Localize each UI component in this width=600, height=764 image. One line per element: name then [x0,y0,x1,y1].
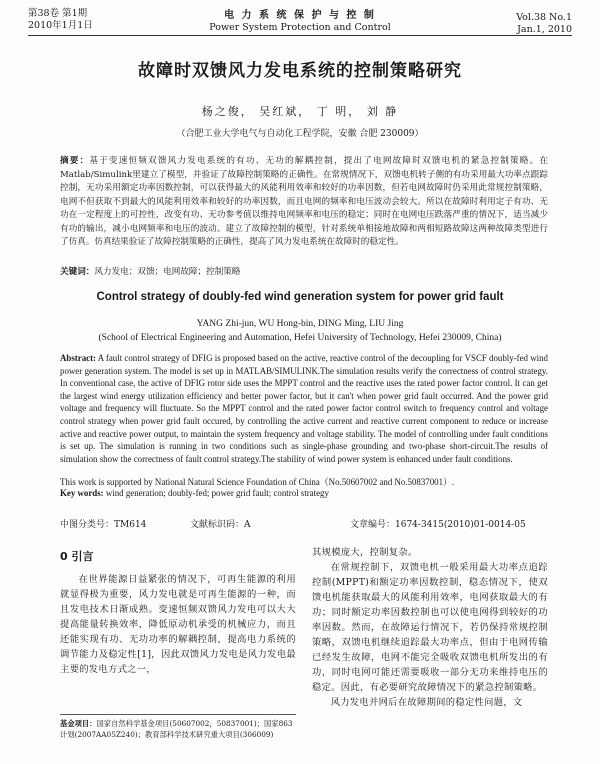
journal-name-cn: 电 力 系 统 保 护 与 控 制 [224,10,376,21]
authors-en: YANG Zhi-jun, WU Hong-bin, DING Ming, LIU Jing [196,319,404,329]
paper-title-en: Control strategy of doubly-fed wind generation system for power grid fault [96,291,504,303]
volume-cn: 第38卷 第1期 [28,8,88,19]
body-column-left [60,548,296,677]
section-heading-intro: 0 引言 [60,550,94,563]
abstract-cn-label: 摘要： [60,156,90,166]
classification-line [60,517,548,530]
affiliation-en: (School of Electrical Engineering and Automation, Hefei University of Technology, Hefei 230009, China) [98,333,502,343]
keywords-cn [60,265,548,277]
document-code: 文献标识码：A [190,520,251,530]
date-en: Jan.1, 2010 [517,24,572,35]
keywords-en-text: wind generation; doubly-fed; power grid fault; control strategy [105,488,329,498]
keywords-en-label: Key words: [60,488,104,498]
intro-paragraph-1: 在世界能源日益紧张的情况下，可再生能源的利用就显得极为重要，风力发电就是可再生能源的一种，而且发电技术日渐成熟。变速恒频双馈风力发电可以大大提高能量转换效率，降低原动机承受的机械应力，而且还能实现有功、无功功率的解耦控制，提高电力系统的调节能力及稳定性[1]，因此双馈风力发电是风力发电最主要的发电方式之一， [60,574,296,675]
paper-title-cn: 故障时双馈风力发电系统的控制策略研究 [138,61,462,81]
funding-note-en: This work is supported by National Natural Science Foundation of China（No.50607002 and No.50837001）. [60,477,455,487]
affiliation-cn: （合肥工业大学电气与自动化工程学院，安徽 合肥 230009） [176,129,424,139]
footnote-text: 国家自然科学基金项目(50607002，50837001)；国家863计划(2007AA05Z240)；教育部科学技术研究重大项目(306009) [60,719,293,739]
clc-number: 中图分类号：TM614 [60,520,147,530]
article-number: 文章编号：1674-3415(2010)01-0014-05 [350,520,526,530]
volume-en: Vol.38 No.1 [516,12,572,23]
keywords-cn-label: 关键词： [60,267,95,277]
authors-cn: 杨之俊， 吴红斌， 丁 明， 刘 静 [201,105,399,118]
body-column-right [312,545,548,710]
header-right [516,12,572,36]
abstract-en-label: Abstract: [60,353,96,363]
abstract-en [60,352,548,465]
footnote-label: 基金项目： [60,719,97,728]
abstract-cn-text: 基于变速恒频双馈风力发电系统的有功、无功的解耦控制，提出了电网故障时双馈电机的紧急控制策略。在Matlab/Simulink里建立了模型，并验证了故障控制策略的正确性。在常规情况下，双馈电机转子侧的有功采用最大功率点跟踪控制，无功采用额定功率因数控制，可以获得最大的风能利用效率和较好的功率因数，但若电网故障时仍采用此常规控制策略，电网不但获取不到最大的风能利用效率和较好的功率因数，而且电网的频率和电压波动会较大。所以在故障时利用定子有功、无功在一定程度上的可控性，改变有功、无功参考值以维持电网频率和电压的稳定；同时在电网电压跌落严重的情况下，适当减少有功的输出，减小电网频率和电压的波动。建立了故障控制的模型，针对系统单相接地故障和两相短路故障这两种故障类型进行了仿真。仿真结果验证了故障控制策略的正确性，提高了风力发电系统在故障时的稳定性。 [60,156,548,247]
keywords-en [60,488,548,498]
intro-paragraph-2: 在常规控制下，双馈电机一般采用最大功率点追踪控制(MPPT)和额定功率因数控制，稳态情况下，使双馈电机能获取最大的风能利用效率，电网获取最大的有功；同时额定功率因数控制也可以使电网得到较好的功率因数。然而，在故障运行情况下，若仍保持常规控制策略，双馈电机继续追踪最大功率点，但由于电网传输已经发生故障，电网不能完全吸收双馈电机所发出的有功，同时电网可能还需要吸收一部分无功来维持电压的稳定。因此，有必要研究故障情况下的紧急控制策略。 [312,562,548,693]
funding-footnote [60,714,296,740]
journal-name-en: Power System Protection and Control [209,22,391,33]
journal-name [28,10,572,34]
date-cn: 2010年1月1日 [28,20,93,31]
abstract-en-text: A fault control strategy of DFIG is proposed based on the active, reactive control of the decoupling for VSCF doubly-fed wind power generation system. The model is set up in MATLAB/SIMULINK.The simulation results verify the correctness of control strategy. In conventional case, the active of DFIG rotor side uses the MPPT control and the reactive uses the rated power factor control. It can get the largest wind energy utilization efficiency and better power factor, but it can't when power grid fault occurred. And the power grid voltage and frequency will fluctuate. So the MPPT control and the rated power factor control switch to frequency control and voltage control strategy when power grid fault occured, by controlling the active current and reactive current component to reduce or increase active and reactive power output, to maintain the system frequency and voltage stability. The model of controlling under fault conditions is set up. The simulation is running in two conditions such as single-phase grounding and two-phase short-circuit.The results of simulation show the correctness of fault control strategy.The stability of wind power system is enhanced under fault conditions. [60,353,548,464]
intro-text-left [60,572,296,677]
abstract-cn [60,155,548,250]
intro-paragraph-1-cont: 其规模庞大，控制复杂。 [312,547,418,558]
intro-paragraph-3: 风力发电并网后在故障期间的稳定性问题，文 [330,697,523,708]
running-header [28,6,572,36]
intro-text-right [312,545,548,710]
keywords-cn-text: 风力发电；双馈；电网故障；控制策略 [94,267,241,277]
